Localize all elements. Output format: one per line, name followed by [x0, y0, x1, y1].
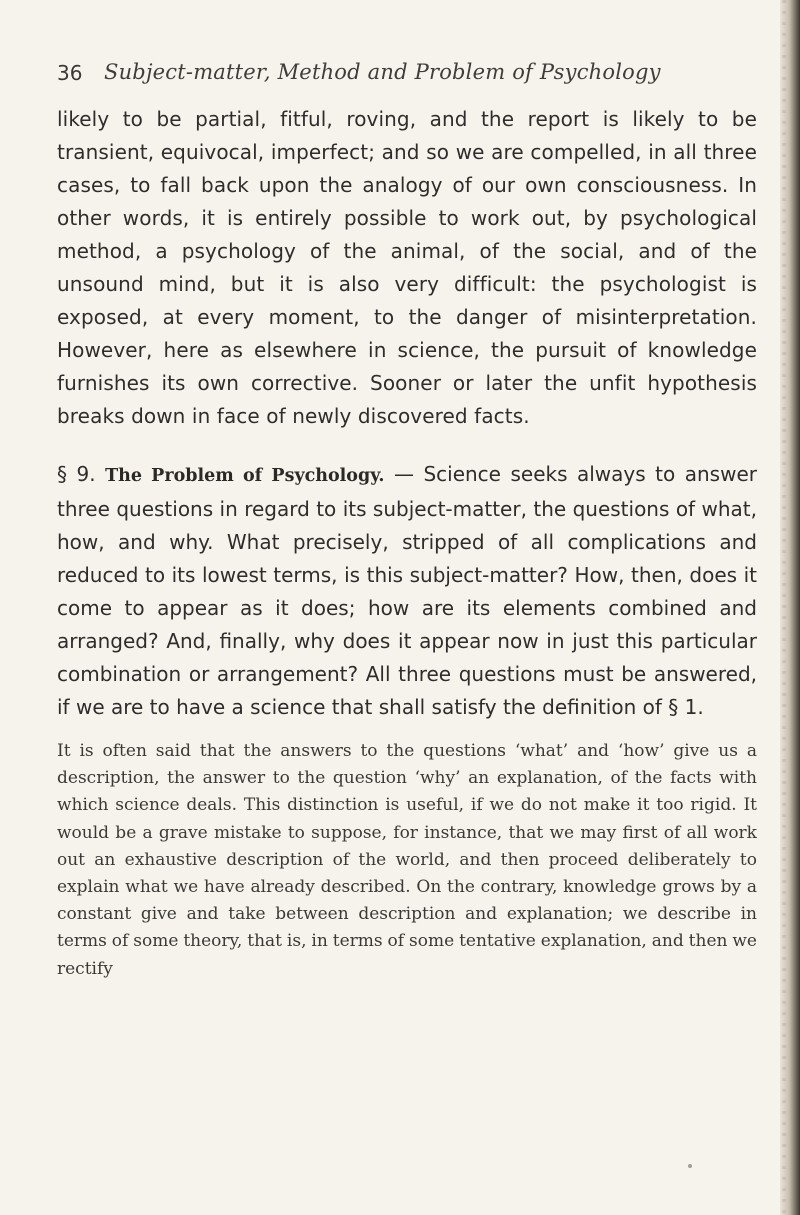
page-speck: [688, 1164, 692, 1168]
note-paragraph: It is often said that the answers to the questions ‘what’ and ‘how’ give us a description, the answer to the question ‘why’ an explanation, of the facts with which science deals. This distinction is useful, if we do not make it too rigid. It would be a grave mistake to suppose, for instance, that we may first of all work out an exhaustive description of the world, and then proceed deliberately to explain what we have already described. On the contrary, knowledge grows by a constant give and take between description and explanation; we describe in terms of some theory, that is, in terms of some tentative explanation, and then we rectify: [57, 741, 757, 979]
running-title: Subject-matter, Method and Problem of Psychology: [104, 60, 661, 84]
section-mark: § 9.: [57, 462, 96, 486]
section-title: The Problem of Psychology.: [105, 466, 385, 486]
page-number: 36: [57, 61, 83, 85]
page-body: [57, 103, 757, 983]
page-header: [57, 57, 757, 97]
body-paragraph-1: likely to be partial, fitful, roving, and the report is likely to be transient, equivocal, imperfect; and so we are compelled, in all three cases, to fall back upon the analogy of our own consciousness. In other words, it is entirely possible to work out, by psychological method, a psychology of the animal, of the social, and of the unsound mind, but it is also very difficult: the psychologist is exposed, at every moment, to the danger of misinterpretation. However, here as elsewhere in science, the pursuit of knowledge furnishes its own corrective. Sooner or later the unfit hypothesis breaks down in face of newly discovered facts.: [57, 107, 757, 428]
section-9-paragraph: [57, 458, 757, 724]
section-body: — Science seeks always to answer three questions in regard to its subject-matter, the questions of what, how, and why. What precisely, stripped of all complications and reduced to its lowest terms, is this subject-matter? How, then, does it come to appear as it does; how are its elements combined and arranged? And, finally, why does it appear now in just this particular combination or arrangement? All three questions must be answered, if we are to have a science that shall satisfy the definition of § 1.: [57, 462, 757, 719]
page-edge-shadow: [780, 0, 800, 1215]
